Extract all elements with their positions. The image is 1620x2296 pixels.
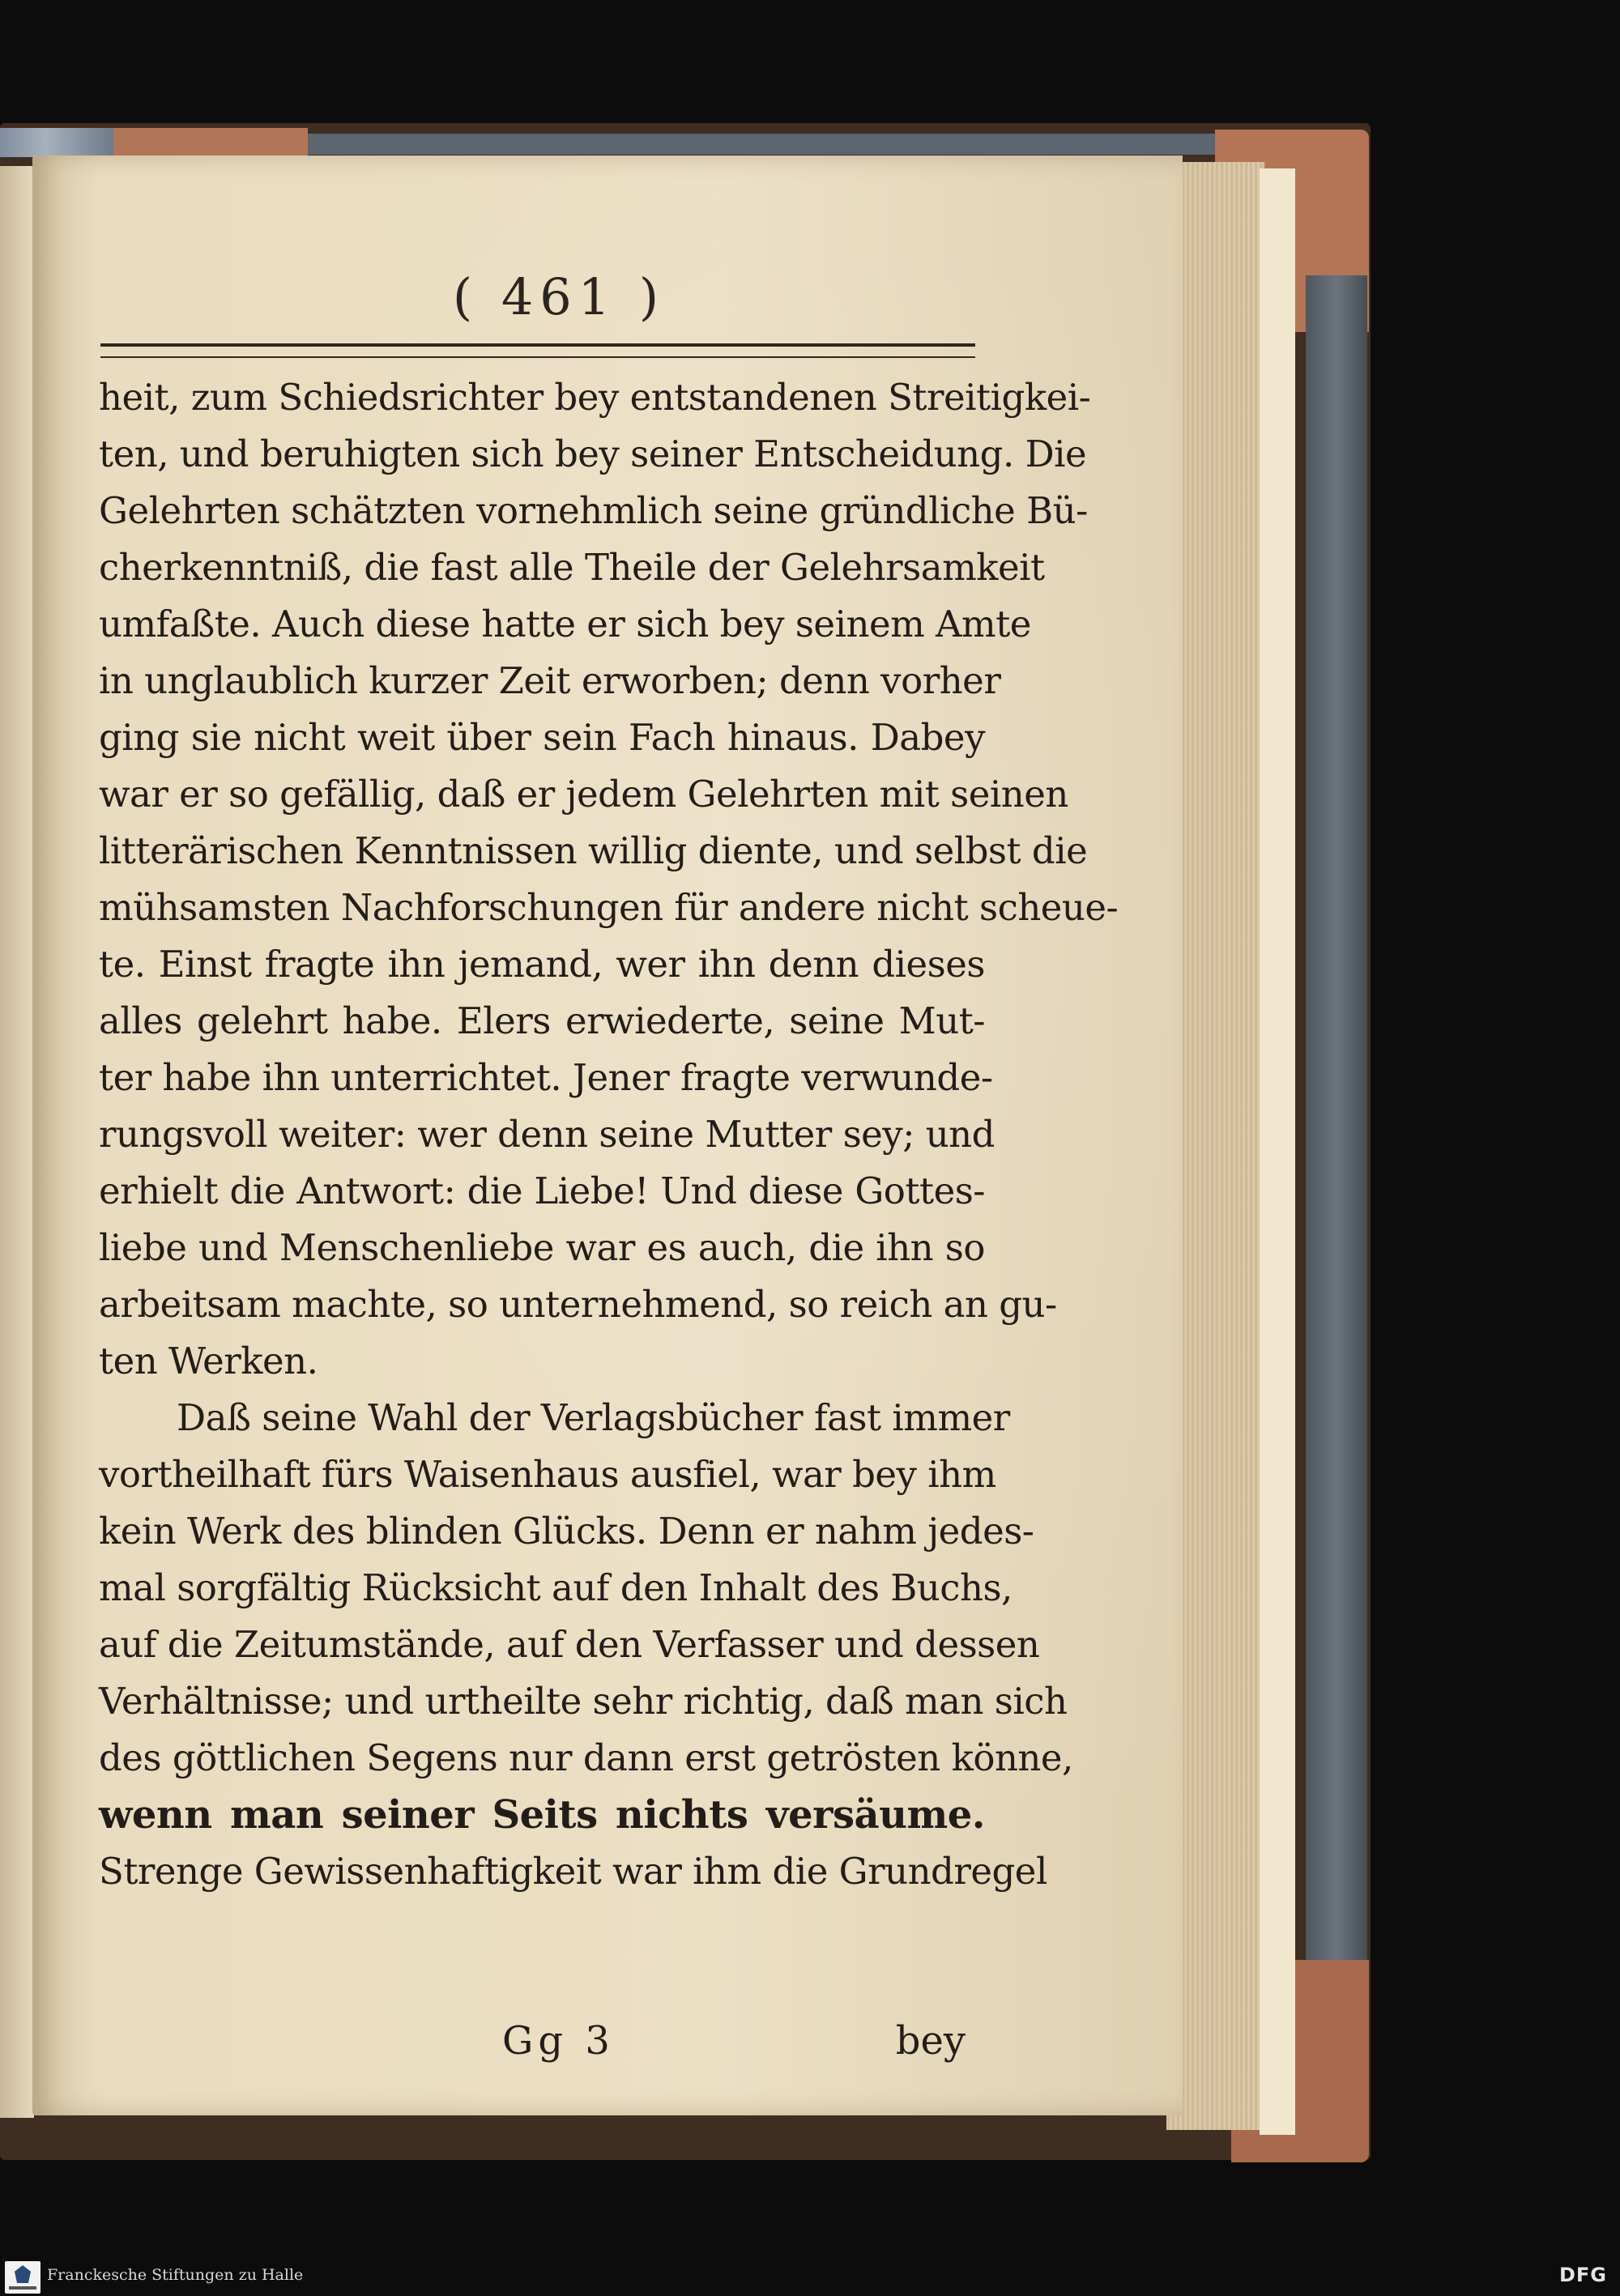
text-line: rungsvoll weiter: wer denn seine Mutter sey; und [99,1113,995,1156]
text-line: Gelehrten schätzten vornehmlich seine gründliche Bü- [99,489,1088,532]
text-line: te. Einst fragte ihn jemand, wer ihn denn dieses [99,943,985,986]
loose-sheet [1260,168,1295,2135]
dfg-logo: DFG [1558,2264,1607,2286]
text-line: litterärischen Kenntnissen willig diente, und selbst die [99,829,1088,872]
text-line: ten Werken. [99,1340,318,1382]
text-line: umfaßte. Auch diese hatte er sich bey seinem Amte [99,603,1031,645]
text-line: mühsamsten Nachforschungen für andere nicht scheue- [99,886,1119,929]
body-text [99,369,1119,1900]
text-line: in unglaublich kurzer Zeit erworben; denn vorher [99,659,1001,702]
text-line: arbeitsam machte, so unternehmend, so reich an gu- [99,1283,1057,1326]
header-rule [100,343,975,358]
text-line: cherkenntniß, die fast alle Theile der Gelehrsamkeit [99,546,1045,589]
text-line: ten, und beruhigten sich bey seiner Entscheidung. Die [99,432,1087,475]
text-line: auf die Zeitumstände, auf den Verfasser und dessen [99,1623,1040,1666]
leather-corner-top-left [113,128,308,157]
institution-logo-icon [5,2261,40,2294]
text-line: ging sie nicht weit über sein Fach hinaus. Dabey [99,716,985,759]
catchword: bey [895,2018,966,2064]
text-line: alles gelehrt habe. Elers erwiederte, seine Mut- [99,999,985,1042]
text-line: erhielt die Antwort: die Liebe! Und diese Gottes- [99,1169,985,1212]
text-line: des göttlichen Segens nur dann erst getrösten könne, [99,1736,1073,1779]
text-line: wenn man seiner Seits nichts versäume. [99,1792,985,1838]
text-line-paragraph-start: Daß seine Wahl der Verlagsbücher fast immer [177,1396,1010,1439]
institution-name: Franckesche Stiftungen zu Halle [47,2266,304,2284]
spine-strip [0,128,113,157]
book-page [32,155,1183,2115]
text-line: liebe und Menschenliebe war es auch, die ihn so [99,1226,985,1269]
text-line: vortheilhaft fürs Waisenhaus ausfiel, war bey ihm [99,1453,996,1496]
text-line: Strenge Gewissenhaftigkeit war ihm die Grundregel [99,1850,1047,1893]
signature-mark: Gg 3 [502,2018,615,2064]
text-line: kein Werk des blinden Glücks. Denn er nahm jedes- [99,1510,1034,1553]
cover-board-top [308,134,1231,155]
text-line: ter habe ihn unterrichtet. Jener fragte verwunde- [99,1056,993,1099]
text-line: war er so gefällig, daß er jedem Gelehrten mit seinen [99,773,1068,816]
page-number: ( 461 ) [452,267,666,326]
text-line: Verhältnisse; und urtheilte sehr richtig, daß man sich [99,1680,1068,1723]
cover-board-right [1306,275,1367,1960]
text-line: mal sorgfältig Rücksicht auf den Inhalt des Buchs, [99,1566,1013,1609]
left-page-sliver [0,166,34,2118]
text-line: heit, zum Schiedsrichter bey entstandenen Streitigkei- [99,376,1091,419]
